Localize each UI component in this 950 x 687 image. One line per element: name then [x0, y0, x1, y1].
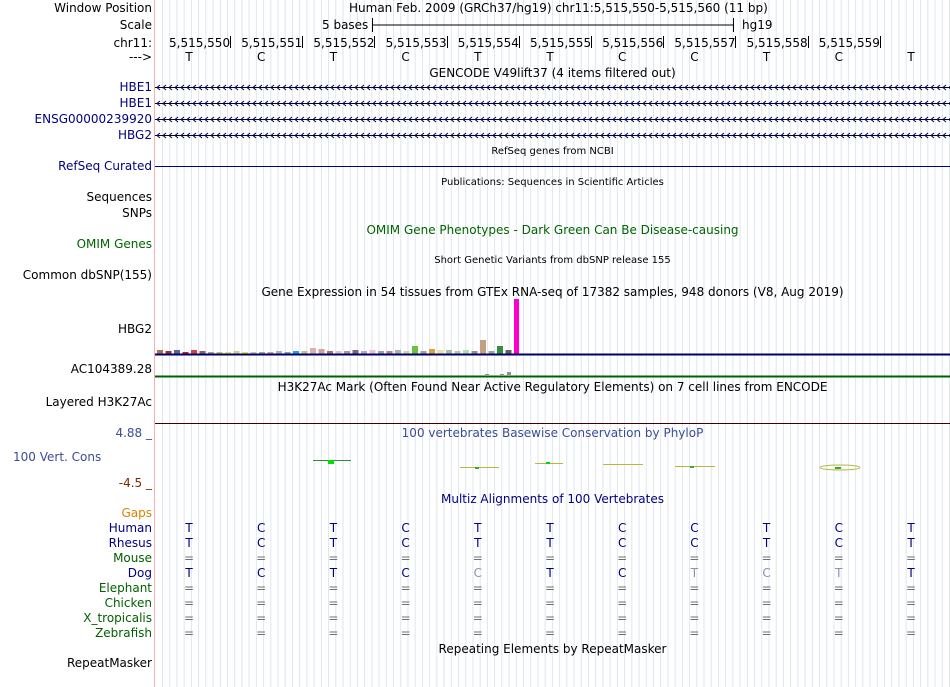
alignment-base: =: [183, 611, 195, 625]
reference-base: T: [907, 50, 915, 64]
reference-base: C: [401, 50, 410, 64]
reference-base: C: [690, 50, 699, 64]
alignment-base: =: [833, 611, 844, 625]
alignment-base: C: [256, 566, 266, 580]
alignment-base: =: [833, 551, 844, 565]
alignment-base: T: [762, 521, 771, 535]
conservation-max: 4.88 _: [115, 426, 152, 440]
gtex-hbg2-label[interactable]: HBG2: [118, 322, 152, 336]
gtex-tissue-bar[interactable]: [370, 350, 376, 354]
species-label-x_tropicalis[interactable]: X_tropicalis: [83, 611, 152, 625]
alignment-base: =: [761, 596, 772, 610]
coordinate-tick-mark: [374, 36, 375, 48]
alignment-base: =: [256, 611, 267, 625]
alignment-base: =: [689, 581, 700, 595]
species-label-human[interactable]: Human: [108, 521, 152, 535]
gtex-tissue-bar-small[interactable]: [485, 374, 489, 375]
alignment-base: =: [761, 581, 772, 595]
gtex-tissue-bar[interactable]: [446, 350, 452, 354]
alignment-base: =: [617, 596, 628, 610]
coordinate-tick-mark: [591, 36, 592, 48]
refseq-track-title: RefSeq genes from NCBI: [491, 146, 614, 157]
alignment-base: C: [401, 521, 410, 535]
alignment-base: =: [689, 611, 700, 625]
alignment-base: =: [544, 611, 556, 625]
reference-base: T: [474, 50, 482, 64]
gtex-tissue-bar-small[interactable]: [500, 374, 504, 375]
alignment-base: C: [617, 536, 627, 550]
conservation-track-title: 100 vertebrates Basewise Conservation by PhyloP: [401, 426, 704, 440]
alignment-base: =: [472, 596, 483, 610]
alignment-base: C: [617, 566, 627, 580]
gencode-track-title: GENCODE V49lift37 (4 items filtered out): [429, 66, 676, 80]
coordinate-tick: 5,515,556: [602, 36, 664, 50]
alignment-base: C: [834, 536, 843, 550]
alignment-base: C: [256, 521, 266, 535]
alignment-base: =: [472, 581, 483, 595]
reference-base: T: [762, 50, 771, 64]
alignment-base: =: [256, 581, 267, 595]
alignment-base: =: [256, 626, 267, 640]
alignment-base: T: [690, 566, 699, 580]
alignment-base: T: [185, 521, 193, 535]
alignment-base: =: [833, 581, 844, 595]
refseq-gene-line[interactable]: [155, 159, 950, 173]
gtex-tissue-bar[interactable]: [174, 350, 180, 354]
alignment-base: =: [905, 551, 917, 565]
alignment-base: C: [256, 536, 266, 550]
alignment-base: =: [544, 626, 556, 640]
alignment-base: C: [617, 521, 627, 535]
alignment-base: =: [833, 626, 844, 640]
coordinate-tick: 5,515,554: [457, 36, 519, 50]
gtex-tissue-bar[interactable]: [480, 340, 486, 354]
window-position-value[interactable]: Human Feb. 2009 (GRCh37/hg19) chr11:5,515,550-5,515,560 (11 bp): [349, 1, 768, 15]
alignment-base: =: [400, 611, 411, 625]
coordinate-tick: 5,515,550: [169, 36, 231, 50]
gtex-tissue-bar[interactable]: [514, 299, 519, 354]
alignment-base: C: [473, 566, 482, 580]
alignment-base: =: [183, 626, 195, 640]
gtex-tissue-bar[interactable]: [412, 346, 418, 354]
alignment-base: T: [907, 566, 915, 580]
alignment-base: =: [472, 551, 483, 565]
publications-track-title: Publications: Sequences in Scientific Articles: [441, 177, 664, 188]
alignment-base: =: [328, 596, 339, 610]
repeatmasker-track-title: Repeating Elements by RepeatMasker: [438, 642, 667, 656]
coordinate-tick: 5,515,559: [818, 36, 880, 50]
alignment-base: =: [328, 551, 339, 565]
omim-track-title: OMIM Gene Phenotypes - Dark Green Can Be Disease-causing: [366, 223, 739, 237]
coordinate-tick: 5,515,557: [674, 36, 736, 50]
alignment-base: T: [835, 566, 843, 580]
alignment-base: =: [256, 596, 267, 610]
coordinate-tick: 5,515,552: [313, 36, 375, 50]
alignment-base: =: [761, 611, 772, 625]
reference-base: C: [617, 50, 627, 64]
alignment-base: C: [401, 566, 410, 580]
conservation-label[interactable]: 100 Vert. Cons: [13, 450, 102, 464]
alignment-base: T: [329, 536, 338, 550]
alignment-base: T: [185, 566, 193, 580]
gtex-tissue-bar[interactable]: [438, 350, 444, 354]
alignment-base: =: [905, 596, 917, 610]
sequences-label[interactable]: Sequences: [86, 190, 152, 204]
refseq-label[interactable]: RefSeq Curated: [58, 159, 152, 173]
reference-base: T: [329, 50, 338, 64]
alignment-base: T: [546, 566, 554, 580]
alignment-base: =: [400, 551, 411, 565]
gtex-tissue-bar[interactable]: [319, 349, 325, 354]
strand-label: --->: [128, 50, 152, 64]
alignment-base: =: [761, 551, 772, 565]
coordinate-tick-mark: [808, 36, 809, 48]
repeatmasker-label[interactable]: RepeatMasker: [66, 656, 152, 670]
snps-label[interactable]: SNPs: [122, 206, 152, 220]
alignment-base: =: [400, 626, 411, 640]
gtex-tissue-bar[interactable]: [395, 350, 401, 354]
alignment-base: T: [185, 536, 193, 550]
conservation-plot[interactable]: [155, 450, 950, 480]
alignment-base: =: [905, 611, 917, 625]
coordinate-tick: 5,515,558: [746, 36, 808, 50]
alignment-base: =: [472, 626, 483, 640]
coordinate-tick-mark: [447, 36, 448, 48]
gtex-tissue-bar[interactable]: [353, 350, 359, 354]
coordinate-tick: 5,515,555: [530, 36, 592, 50]
alignment-base: =: [183, 551, 195, 565]
alignment-base: T: [546, 536, 554, 550]
alignment-base: =: [328, 626, 339, 640]
gencode-feature-0[interactable]: [155, 85, 950, 90]
alignment-base: =: [833, 596, 844, 610]
alignment-base: =: [472, 611, 483, 625]
dbsnp-track-title: Short Genetic Variants from dbSNP release 155: [434, 255, 671, 266]
species-label-zebrafish[interactable]: Zebrafish: [95, 626, 152, 640]
coordinate-tick-mark: [880, 36, 881, 48]
gtex-tissue-bar[interactable]: [463, 350, 469, 354]
multiz-gaps-label[interactable]: Gaps: [121, 506, 152, 520]
window-position-label: Window Position: [54, 1, 152, 15]
reference-base: C: [256, 50, 266, 64]
h3k27ac-track-title: H3K27Ac Mark (Often Found Near Active Regulatory Elements) on 7 cell lines from ENCODE: [277, 380, 828, 394]
dbsnp-label[interactable]: Common dbSNP(155): [22, 268, 152, 282]
gtex-tissue-bar[interactable]: [157, 350, 163, 354]
coordinate-tick: 5,515,551: [241, 36, 303, 50]
alignment-base: =: [617, 626, 628, 640]
gtex-tissue-bar-small[interactable]: [507, 372, 511, 375]
gtex-tissue-bar[interactable]: [429, 349, 435, 354]
gtex-tissue-bar[interactable]: [310, 348, 316, 354]
omim-label[interactable]: OMIM Genes: [76, 237, 152, 251]
alignment-base: =: [400, 581, 411, 595]
alignment-base: T: [474, 536, 482, 550]
alignment-base: =: [617, 611, 628, 625]
alignment-base: T: [329, 521, 338, 535]
alignment-base: =: [617, 551, 628, 565]
coordinate-tick-mark: [663, 36, 664, 48]
gencode-item-hbe1-2[interactable]: HBE1: [119, 96, 152, 110]
alignment-base: =: [183, 596, 195, 610]
alignment-base: T: [329, 566, 338, 580]
alignment-base: C: [762, 566, 771, 580]
coordinate-tick-mark: [302, 36, 303, 48]
h3k27ac-label[interactable]: Layered H3K27Ac: [45, 395, 152, 409]
coordinate-tick: 5,515,553: [385, 36, 447, 50]
coordinate-tick-mark: [735, 36, 736, 48]
gtex-tissue-bar[interactable]: [191, 350, 197, 354]
alignment-base: C: [690, 536, 699, 550]
alignment-base: C: [401, 536, 410, 550]
gencode-feature-3[interactable]: [155, 133, 950, 138]
alignment-base: =: [689, 551, 700, 565]
alignment-base: =: [328, 611, 339, 625]
alignment-base: =: [256, 551, 267, 565]
gencode-item-hbg2[interactable]: HBG2: [118, 128, 152, 142]
gencode-item-ensg[interactable]: ENSG00000239920: [34, 112, 152, 126]
alignment-base: =: [544, 596, 556, 610]
multiz-track-title: Multiz Alignments of 100 Vertebrates: [440, 492, 665, 506]
alignment-base: =: [328, 581, 339, 595]
species-label-dog[interactable]: Dog: [127, 566, 152, 580]
alignment-base: C: [690, 521, 699, 535]
gencode-feature-1[interactable]: [155, 101, 950, 106]
reference-base: T: [185, 50, 193, 64]
species-label-chicken[interactable]: Chicken: [104, 596, 152, 610]
conservation-min: -4.5 _: [118, 476, 152, 490]
alignment-base: =: [905, 581, 917, 595]
reference-base: T: [546, 50, 554, 64]
coordinate-tick-mark: [519, 36, 520, 48]
alignment-base: C: [834, 521, 843, 535]
alignment-base: =: [183, 581, 195, 595]
alignment-base: =: [905, 626, 917, 640]
alignment-base: =: [689, 596, 700, 610]
gtex-track-title: Gene Expression in 54 tissues from GTEx RNA-seq of 17382 samples, 948 donors (V8, Aug 2019): [261, 285, 844, 299]
gtex-ac104389-label[interactable]: AC104389.28: [70, 362, 152, 376]
alignment-base: T: [907, 536, 915, 550]
chrom-label: chr11:: [113, 36, 152, 50]
scale-label: Scale: [119, 18, 152, 32]
gencode-item-hbe1[interactable]: HBE1: [119, 80, 152, 94]
scale-bar: [372, 18, 734, 32]
coordinate-tick-mark: [230, 36, 231, 48]
gtex-expression-bars[interactable]: [155, 298, 950, 378]
alignment-base: T: [907, 521, 915, 535]
alignment-base: =: [544, 581, 556, 595]
gencode-gene-features[interactable]: [155, 80, 950, 144]
alignment-base: =: [617, 581, 628, 595]
alignment-base: T: [474, 521, 482, 535]
alignment-base: T: [762, 536, 771, 550]
species-label-mouse[interactable]: Mouse: [113, 551, 152, 565]
scale-text: 5 bases: [322, 18, 369, 32]
reference-base: C: [834, 50, 843, 64]
gtex-tissue-bar[interactable]: [497, 346, 503, 354]
species-label-rhesus[interactable]: Rhesus: [108, 536, 152, 550]
alignment-base: =: [544, 551, 556, 565]
gtex-tissue-bar[interactable]: [506, 350, 512, 354]
gencode-feature-2[interactable]: [155, 117, 950, 122]
alignment-base: =: [400, 596, 411, 610]
species-label-elephant[interactable]: Elephant: [98, 581, 152, 595]
alignment-base: =: [761, 626, 772, 640]
alignment-base: T: [546, 521, 554, 535]
alignment-base: =: [689, 626, 700, 640]
scale-assembly: hg19: [742, 18, 773, 32]
